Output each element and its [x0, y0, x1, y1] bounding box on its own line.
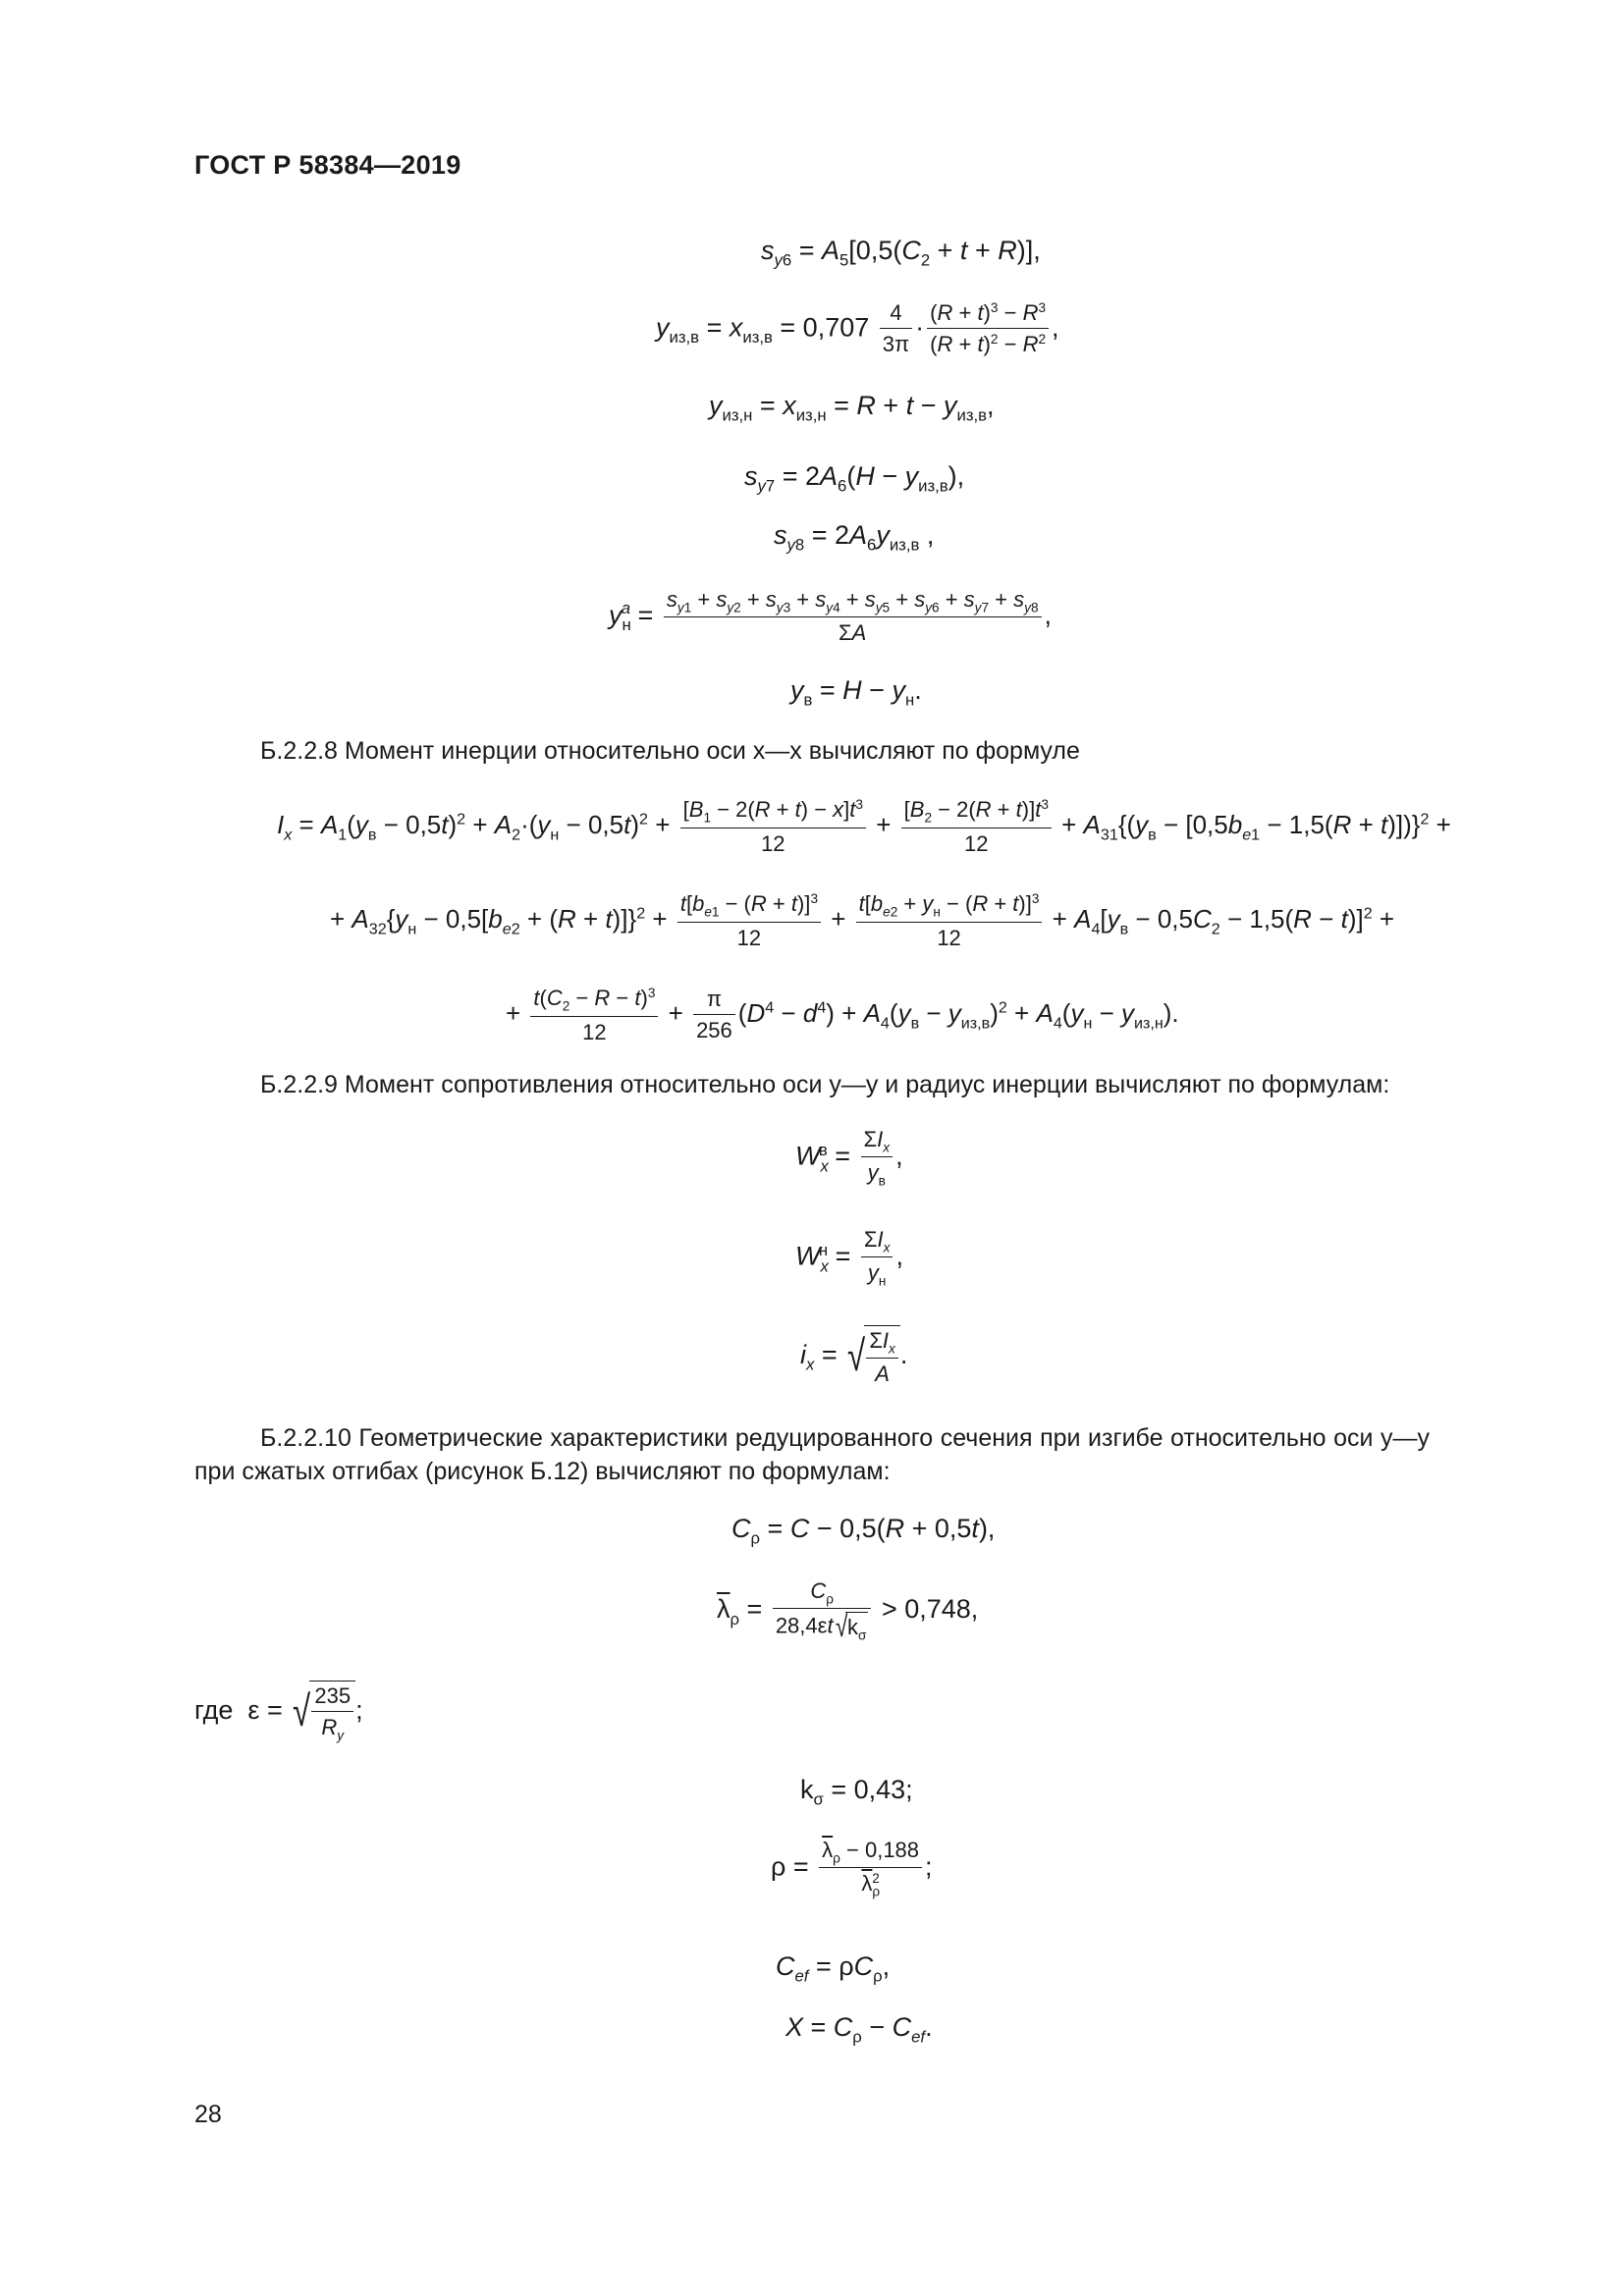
- formula-crho: $C_\rho = C - 0,5(R + 0,5t)$,: [731, 1514, 996, 1548]
- formula-yv: $y_в = H - y_н$.: [790, 675, 922, 710]
- formula-lambda-rho: $\overline{\lambda}_\rho$ = $\frac{C_\rho}{28,4\varepsilon t√k_\sigma}$ > 0,748,: [717, 1578, 979, 1644]
- formula-wxn: $W_x^н$ = $\frac{\Sigma I_x}{y_н}$ ,: [795, 1227, 903, 1289]
- paragraph-b229: Б.2.2.9 Момент сопротивления относительно оси y—y и радиус инерции вычисляют по формулам:: [260, 1071, 1390, 1098]
- formula-yizv: $y_{из,в} = x_{из,в} = 0,707$ $\frac{4}{3\pi}$ · $\frac{(R + t)^3 - R^3}{(R + t)^2 - R^2}$ ,: [656, 300, 1059, 357]
- formula-ix-line3: + $\frac{t(C_2 - R - t)^3}{12}$ + $\frac{\pi}{256}$ $(D^4 - d^4) + A_4(y_в - y_{из,в})^2 + A_4(y_н - y_{из,н})$.: [506, 986, 1179, 1044]
- paragraph-b2210: Б.2.2.10 Геометрические характеристики редуцированного сечения при изгибе относительно оси y—y при сжатых отгибах (рисунок Б.12) вычисляют по формулам:: [194, 1424, 1430, 1485]
- paragraph-b228: Б.2.2.8 Момент инерции относительно оси x—x вычисляют по формуле: [260, 737, 1080, 765]
- where-label: где: [194, 1694, 234, 1725]
- formula-sy7: $s_{y7} = 2A_6(H - y_{из,в})$,: [744, 461, 965, 496]
- formula-x: $X = C_\rho - C_{ef}$.: [785, 2012, 933, 2047]
- formula-ix-radius: $i_x$ = √ $\frac{\Sigma I_x}{A}$ .: [800, 1325, 907, 1387]
- formula-k-sigma: $k_\sigma = 0,43$;: [800, 1775, 913, 1809]
- formula-cef: $C_{ef} = \rho C_\rho$,: [776, 1951, 891, 1986]
- formula-yizn: $y_{из,н} = x_{из,н} = R + t - y_{из,в}$,: [709, 391, 995, 425]
- formula-sy8: $s_{y8} = 2A_6y_{из,в}$ ,: [774, 520, 935, 555]
- formula-rho: ρ = $\frac{\overline{\lambda}_\rho - 0,188}{\overline{\lambda}_\rho^2}$ ;: [771, 1838, 933, 1900]
- standard-header: ГОСТ Р 58384—2019: [194, 150, 461, 180]
- formula-ix-line1: $I_x = A_1(y_в - 0,5t)^2 + A_2\cdot(y_н - 0,5t)^2$ + $\frac{[B_1 - 2(R + t) - x]t^3}{12}$ + $\frac{[B_2 - 2(R + t)]t^3}{12}$ + $A_{31}\{(y_в - [0,5b_{e1} - 1,5(R + t)])\}^2$ +: [277, 797, 1451, 856]
- formula-eps: где ε = √ $\frac{235}{R_y}$ ;: [194, 1681, 363, 1742]
- formula-sy6: $s_{y6} = A_5[0,5(C_2 + t + R)]$,: [761, 236, 1041, 270]
- formula-ix-line2: + $A_{32}\{y_н - 0,5[b_{e2} + (R + t)]\}^2$ + $\frac{t[b_{e1} - (R + t)]^3}{12}$ + $\frac{t[b_{e2} + y_н - (R + t)]^3}{12}$ + $A_4[y_в - 0,5C_2 - 1,5(R - t)]^2$ +: [330, 891, 1395, 950]
- page-number: 28: [194, 2101, 222, 2128]
- formula-yna: $y_н^a$ = $\frac{s_{y1} + s_{y2} + s_{y3} + s_{y4} + s_{y5} + s_{y6} + s_{y7} + s_{y8}}{\Sigma A}$ ,: [609, 587, 1053, 646]
- formula-wxv: $W_x^в$ = $\frac{\Sigma I_x}{y_в}$ ,: [795, 1127, 903, 1189]
